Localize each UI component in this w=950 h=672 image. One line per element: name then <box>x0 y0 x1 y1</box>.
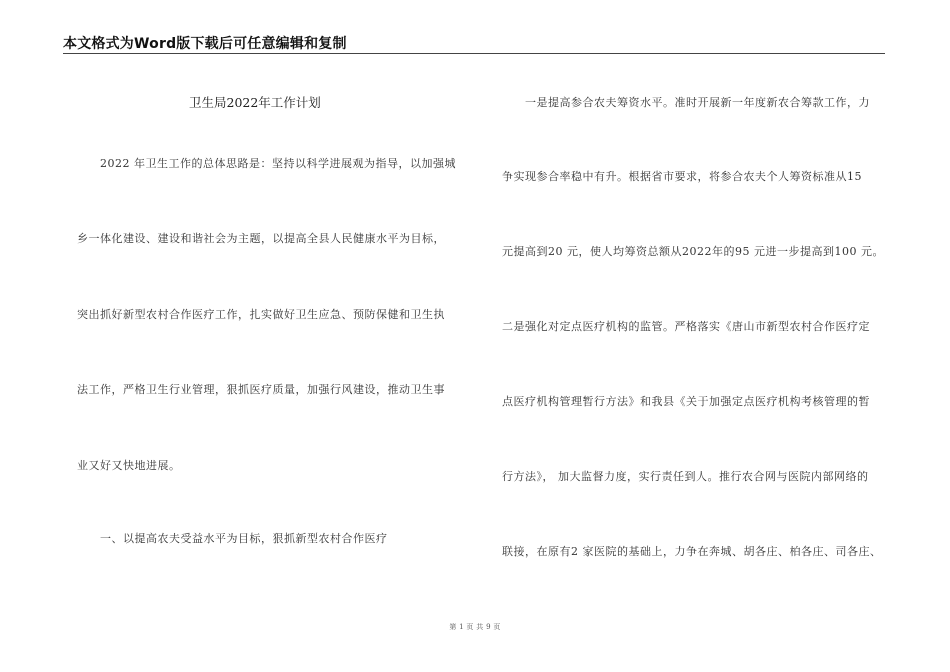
left-line-4: 法工作，严格卫生行业管理，狠抓医疗质量，加强行风建设，推动卫生事 <box>77 383 445 396</box>
left-line-1: 2022 年卫生工作的总体思路是：坚持以科学进展观为指导，以加强城 <box>100 157 456 170</box>
right-line-2: 争实现参合率稳中有升。根据省市要求，将参合农夫个人筹资标准从15 <box>502 170 862 183</box>
right-line-3: 元提高到20 元，使人均筹资总额从2022年的95 元进一步提高到100 元。 <box>502 245 884 258</box>
left-line-2: 乡一体化建设、建设和谐社会为主题，以提高全县人民健康水平为目标， <box>77 232 445 245</box>
right-line-5: 点医疗机构管理暂行方法》和我县《关于加强定点医疗机构考核管理的暂 <box>502 395 870 408</box>
right-line-7: 联接，在原有2 家医院的基础上，力争在奔城、胡各庄、柏各庄、司各庄、 <box>502 545 882 558</box>
page-number: 第 1 页 共 9 页 <box>449 623 501 631</box>
left-line-3: 突出抓好新型农村合作医疗工作，扎实做好卫生应急、预防保健和卫生执 <box>77 308 445 321</box>
header-divider <box>63 53 885 54</box>
document-header-title: 本文格式为Word版下载后可任意编辑和复制 <box>63 36 347 52</box>
left-line-6: 一、以提高农夫受益水平为目标，狠抓新型农村合作医疗 <box>100 532 388 545</box>
left-line-5: 业又好又快地进展。 <box>77 459 181 472</box>
right-line-1: 一是提高参合农夫筹资水平。准时开展新一年度新农合筹款工作，力 <box>525 96 870 109</box>
right-line-4: 二是强化对定点医疗机构的监管。严格落实《唐山市新型农村合作医疗定 <box>502 320 870 333</box>
document-title: 卫生局2022年工作计划 <box>189 95 321 110</box>
right-line-6: 行方法》， 加大监督力度，实行责任到人。推行农合网与医院内部网络的 <box>502 470 869 483</box>
